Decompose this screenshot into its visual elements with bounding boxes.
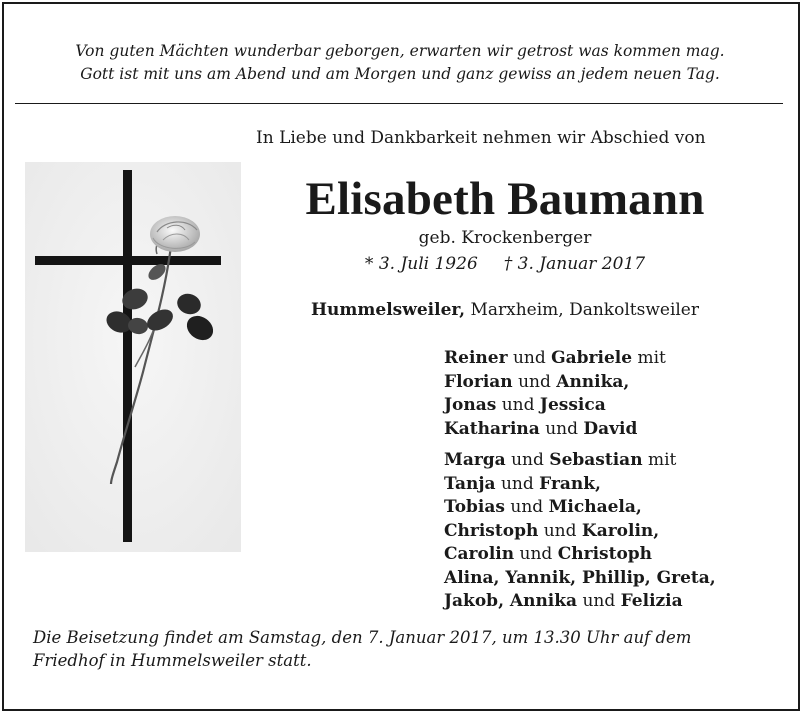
conjunction: und bbox=[500, 473, 534, 494]
family-line bbox=[444, 449, 784, 473]
mourner-name: David bbox=[583, 418, 638, 439]
mourner-name: Alina, Yannik, Phillip, Greta, bbox=[444, 567, 716, 588]
conjunction: und bbox=[545, 418, 578, 439]
death-date: † 3. Januar 2017 bbox=[503, 254, 646, 274]
family-line bbox=[444, 543, 784, 567]
motto-line-2: Gott ist mit uns am Abend und am Morgen und ganz gewiss an jedem neuen Tag. bbox=[80, 65, 720, 83]
mourner-name: Katharina bbox=[444, 418, 540, 439]
family-line bbox=[444, 347, 784, 371]
conjunction: und bbox=[518, 371, 551, 392]
mourner-name: Michaela, bbox=[548, 497, 642, 517]
mourner-name: Tobias bbox=[444, 497, 505, 517]
family-line bbox=[444, 567, 784, 591]
divider-line bbox=[15, 103, 783, 104]
family-line bbox=[444, 496, 784, 520]
birth-date: * 3. Juli 1926 bbox=[364, 254, 478, 274]
conjunction: und bbox=[510, 497, 544, 517]
mourner-name: Gabriele bbox=[551, 348, 633, 368]
mourner-name: Annika, bbox=[556, 371, 630, 392]
motto bbox=[0, 40, 800, 86]
mourner-name: Christoph bbox=[444, 520, 539, 541]
family-line bbox=[444, 473, 784, 497]
places bbox=[255, 300, 755, 320]
mourner-name: Tanja bbox=[444, 473, 496, 494]
motto-line-1: Von guten Mächten wunderbar geborgen, erwarten wir getrost was kommen mag. bbox=[75, 42, 725, 60]
mourner-name: Marga bbox=[444, 450, 506, 470]
maiden-name: geb. Krockenberger bbox=[418, 228, 592, 248]
mourner-name: Karolin, bbox=[581, 520, 660, 541]
conjunction: und bbox=[501, 395, 535, 415]
mourner-name: Sebastian bbox=[549, 450, 643, 470]
place-main: Hummelsweiler, bbox=[310, 300, 466, 320]
intro-text: In Liebe und Dankbarkeit nehmen wir Abschied von bbox=[256, 128, 706, 148]
family-line bbox=[444, 590, 784, 614]
conjunction: und bbox=[512, 348, 546, 368]
conjunction: mit bbox=[637, 348, 666, 368]
cross-rose-svg bbox=[25, 162, 241, 552]
mourner-name: Carolin bbox=[444, 544, 515, 564]
conjunction: und bbox=[543, 520, 577, 541]
family-group-1 bbox=[444, 347, 784, 441]
conjunction: und bbox=[582, 591, 616, 611]
family-line bbox=[444, 520, 784, 544]
mourner-name: Felizia bbox=[620, 591, 683, 611]
life-dates bbox=[255, 254, 755, 274]
mourner-name: Frank, bbox=[539, 473, 601, 494]
conjunction: mit bbox=[647, 450, 677, 470]
family-line bbox=[444, 418, 784, 442]
deceased-name: Elisabeth Baumann bbox=[305, 173, 705, 225]
conjunction: und bbox=[519, 544, 553, 564]
mourner-name: Reiner bbox=[444, 348, 508, 368]
mourner-name: Christoph bbox=[557, 544, 653, 564]
cross-rose-image bbox=[25, 162, 241, 552]
family-line bbox=[444, 371, 784, 395]
mourner-name: Jakob, Annika bbox=[444, 591, 578, 611]
funeral-line-2: Friedhof in Hummelsweiler statt. bbox=[33, 651, 312, 670]
mourner-name: Jonas bbox=[444, 395, 497, 415]
mourner-name: Florian bbox=[444, 371, 513, 392]
funeral-line-1: Die Beisetzung findet am Samstag, den 7. Januar 2017, um 13.30 Uhr auf dem bbox=[33, 628, 692, 647]
conjunction: und bbox=[511, 450, 544, 470]
mourner-name: Jessica bbox=[539, 395, 606, 415]
place-others: Marxheim, Dankoltsweiler bbox=[470, 300, 699, 320]
family-line bbox=[444, 394, 784, 418]
funeral-notice bbox=[33, 626, 793, 672]
family-group-2 bbox=[444, 449, 784, 614]
image-background bbox=[25, 162, 241, 552]
